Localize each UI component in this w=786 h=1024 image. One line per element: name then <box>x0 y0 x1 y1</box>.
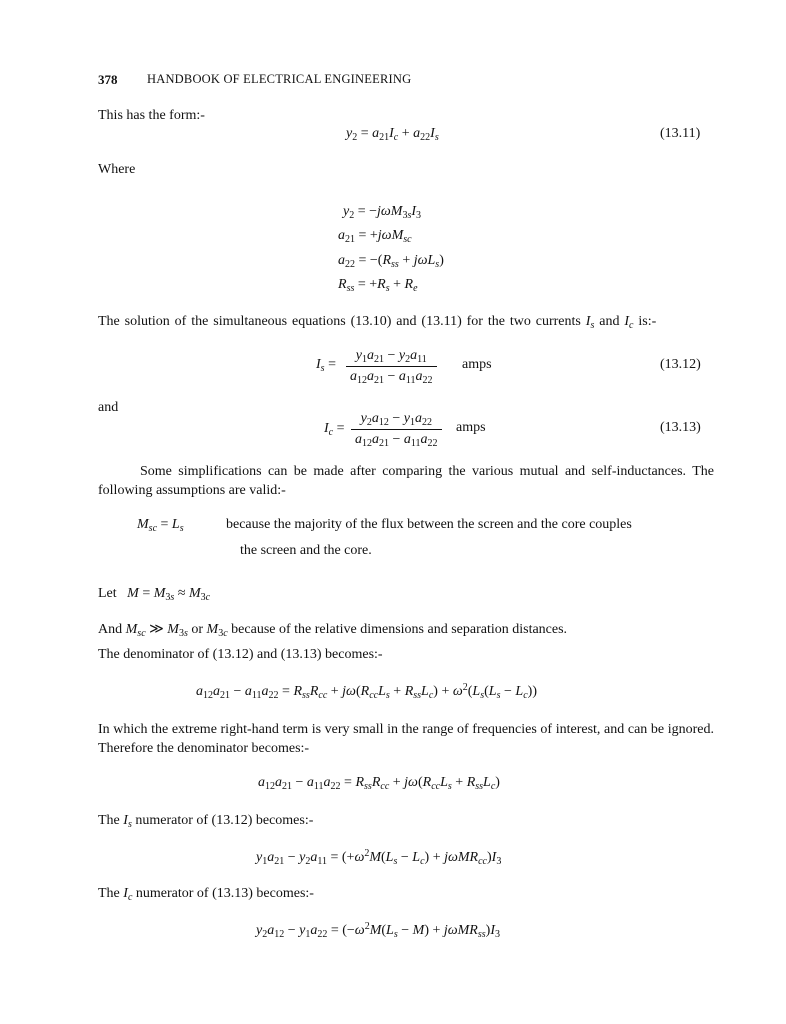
text-has-form: This has the form:- <box>98 108 205 123</box>
equation-denominator-full: $a_{12}a_{21} - a_{11}a_{22} = R_{ss}R_{cc} + j\omega(R_{cc}L_s + R_{ss}L_c) + \omega^2(L_s(L_s - L_c))$ <box>196 682 537 701</box>
assumption-msc-ls: $M_{sc} = L_s$ <box>137 517 184 534</box>
text-where: Where <box>98 162 136 177</box>
eq13-amps: amps <box>456 420 486 435</box>
text-and: and <box>98 400 119 415</box>
text-and-msc: And $M_{sc}$ ≫ $M_{3s}$ or $M_{3c}$ because of the relative dimensions and separation distances. <box>98 622 568 639</box>
page-number: 378 <box>98 72 118 87</box>
text-because-line2: the screen and the core. <box>240 543 372 558</box>
definition-rss: $R_{ss} = +R_s + R_e$ <box>338 277 418 294</box>
text-ic-numerator: The $I_c$ numerator of (13.13) becomes:- <box>98 886 314 903</box>
equation-denominator-simplified: $a_{12}a_{21} - a_{11}a_{22} = R_{ss}R_{cc} + j\omega(R_{cc}L_s + R_{ss}L_c)$ <box>258 775 500 792</box>
text-denominator-becomes: The denominator of (13.12) and (13.13) becomes:- <box>98 647 383 662</box>
equation-number-13-13: (13.13) <box>660 420 701 435</box>
text-extreme: In which the extreme right-hand term is very small in the range of frequencies of interest, and can be ignored. Therefore the denominator becomes:- <box>98 722 714 756</box>
definition-y2: $y_2 = -j\omega M_{3s}I_3$ <box>343 204 422 221</box>
equation-is-numerator: $y_1a_{21} - y_2a_{11} = (+\omega^2M(L_s - L_c) + j\omega MR_{cc})I_3$ <box>256 848 502 867</box>
equation-number-13-11: (13.11) <box>660 126 701 141</box>
eq12-lhs: $I_s$ = <box>316 357 336 374</box>
running-title: HANDBOOK OF ELECTRICAL ENGINEERING <box>147 72 412 86</box>
eq12-fraction: $\frac{y_1a_{21} - y_2a_{11}}{a_{12}a_{21} - a_{11}a_{22}}$ <box>346 348 437 385</box>
text-simplify: Some simplifications can be made after comparing the various mutual and self-inductances. The following assumptions are valid:- <box>98 464 714 498</box>
equation-number-13-12: (13.12) <box>660 357 701 372</box>
text-let: Let $M = M_{3s} \approx M_{3c}$ <box>98 586 211 603</box>
eq13-fraction: $\frac{y_2a_{12} - y_1a_{22}}{a_{12}a_{21} - a_{11}a_{22}}$ <box>351 411 442 448</box>
definition-a22: $a_{22} = -(R_{ss} + j\omega L_s)$ <box>338 253 444 270</box>
equation-13-11: $y_2 = a_{21}I_c + a_{22}I_s$ <box>346 126 439 143</box>
equation-ic-numerator: $y_2a_{12} - y_1a_{22} = (-\omega^2M(L_s - M) + j\omega MR_{ss})I_3$ <box>256 921 501 940</box>
text-because-line1: because the majority of the flux between the screen and the core couples <box>226 517 632 532</box>
text-is-numerator: The $I_s$ numerator of (13.12) becomes:- <box>98 813 314 830</box>
eq12-amps: amps <box>462 357 492 372</box>
definition-a21: $a_{21} = +j\omega M_{sc}$ <box>338 228 412 245</box>
text-solution: The solution of the simultaneous equations (13.10) and (13.11) for the two currents $I_s$ and $I_c$ is:- <box>98 314 657 331</box>
eq13-lhs: $I_c$ = <box>324 421 345 438</box>
